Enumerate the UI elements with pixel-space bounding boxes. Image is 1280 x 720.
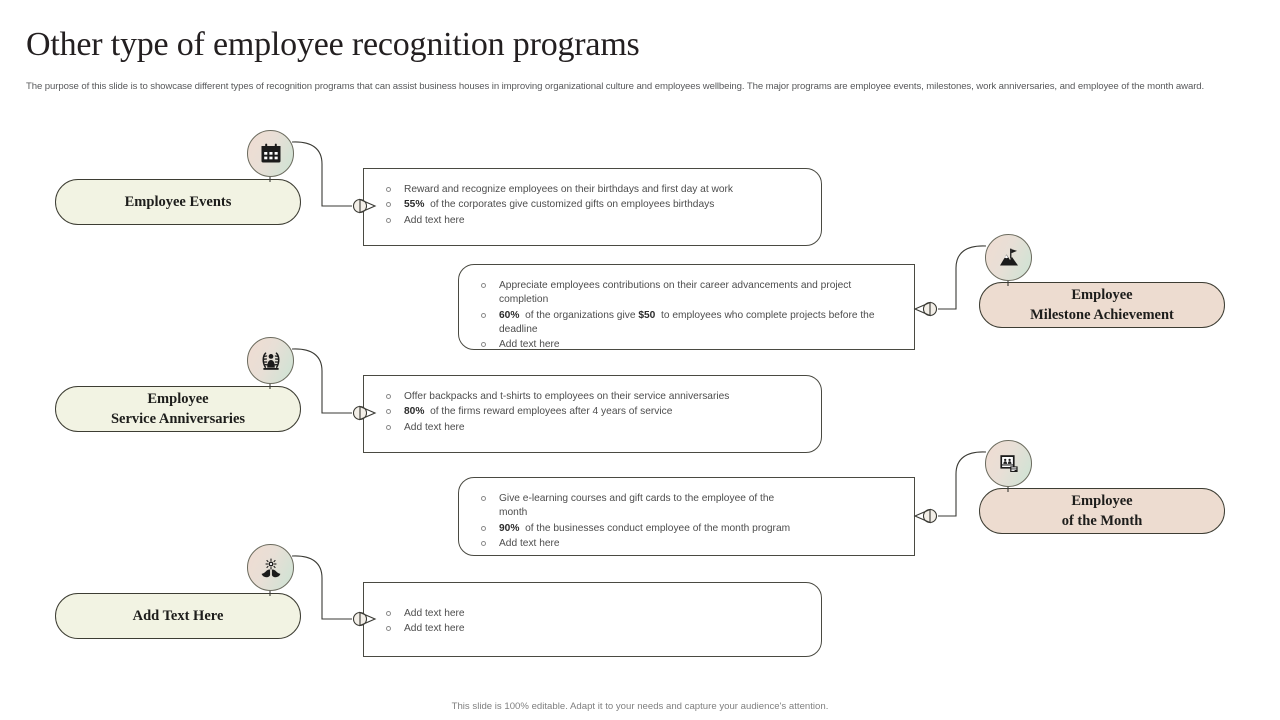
list-item: Add text here [477,537,898,551]
pill-employee-service-anniversaries[interactable] [55,386,301,432]
stat-value: 90% [499,522,520,534]
stat-value: 60% [499,309,520,321]
bullet-marker-icon [386,187,391,192]
list-item: Add text here [382,607,805,621]
pill-employee-events[interactable] [55,179,301,225]
bullet-list [477,279,898,352]
pill-label-line2: of the Month [1061,513,1143,529]
list-item: Reward and recognize employees on their birthdays and first day at work [382,183,805,197]
pill-label-line1: Employee [1071,493,1133,509]
list-item: Add text here [477,338,898,352]
bullet-marker-icon [386,611,391,616]
mountain-flag-icon [985,234,1032,281]
bullet-marker-icon [386,409,391,414]
bullet-marker-icon [481,541,486,546]
pill-add-text-here[interactable] [55,593,301,639]
bullet-marker-icon [481,283,486,288]
calendar-icon [247,130,294,177]
bullet-list [382,390,805,435]
stat-value-2: $50 [638,309,656,321]
page-subtitle: The purpose of this slide is to showcase different types of recognition programs that can assist business houses in improving organizational culture and employees wellbeing. The major programs are employee events, milestones, work anniversaries, and employee of the month award. [26,81,1205,92]
bullet-marker-icon [386,626,391,631]
list-item: Appreciate employees contributions on their career advancements and project completion [477,279,898,308]
certificate-board-icon [985,440,1032,487]
bullet-marker-icon [386,218,391,223]
bullet-marker-icon [386,202,391,207]
content-box-employee-of-the-month [458,477,915,556]
bullet-marker-icon [481,342,486,347]
pill-label-line1: Employee [1071,287,1133,303]
list-item: Add text here [382,622,805,636]
list-item: 60% of the organizations give $50 to employees who complete projects before the deadline [477,309,898,338]
page-title: Other type of employee recognition programs [26,26,640,63]
bullet-marker-icon [481,496,486,501]
pill-label-line1: Employee Events [124,194,232,210]
bullet-list [382,183,805,228]
laurel-person-icon [247,337,294,384]
list-item: Give e-learning courses and gift cards to the employee of the month [477,492,799,521]
list-item: Offer backpacks and t-shirts to employees on their service anniversaries [382,390,805,404]
list-item: Add text here [382,214,805,228]
pill-employee-of-the-month[interactable] [979,488,1225,534]
pill-employee-milestone-achievement[interactable] [979,282,1225,328]
pill-label-line1: Add Text Here [132,608,224,624]
bullet-marker-icon [481,526,486,531]
pill-label-line2: Service Anniversaries [110,411,246,427]
bullet-list [477,492,898,551]
list-item: Add text here [382,421,805,435]
stat-value: 55% [404,199,425,211]
pill-label-line2: Milestone Achievement [1030,307,1174,323]
content-box-employee-events [363,168,822,246]
list-item: 80% of the firms reward employees after 4 years of service [382,405,805,419]
stat-value: 80% [404,406,425,418]
list-item: 55% of the corporates give customized gifts on employees birthdays [382,198,805,212]
bullet-marker-icon [386,425,391,430]
list-item: 90% of the businesses conduct employee of the month program [477,522,898,536]
bullet-marker-icon [386,394,391,399]
hands-gear-icon [247,544,294,591]
content-box-employee-milestone-achievement [458,264,915,350]
pill-label-line1: Employee [147,391,209,407]
content-box-employee-service-anniversaries [363,375,822,453]
bullet-list [382,607,805,637]
content-box-add-text-here [363,582,822,657]
bullet-marker-icon [481,313,486,318]
footer-note: This slide is 100% editable. Adapt it to your needs and capture your audience's attention. [451,701,829,712]
